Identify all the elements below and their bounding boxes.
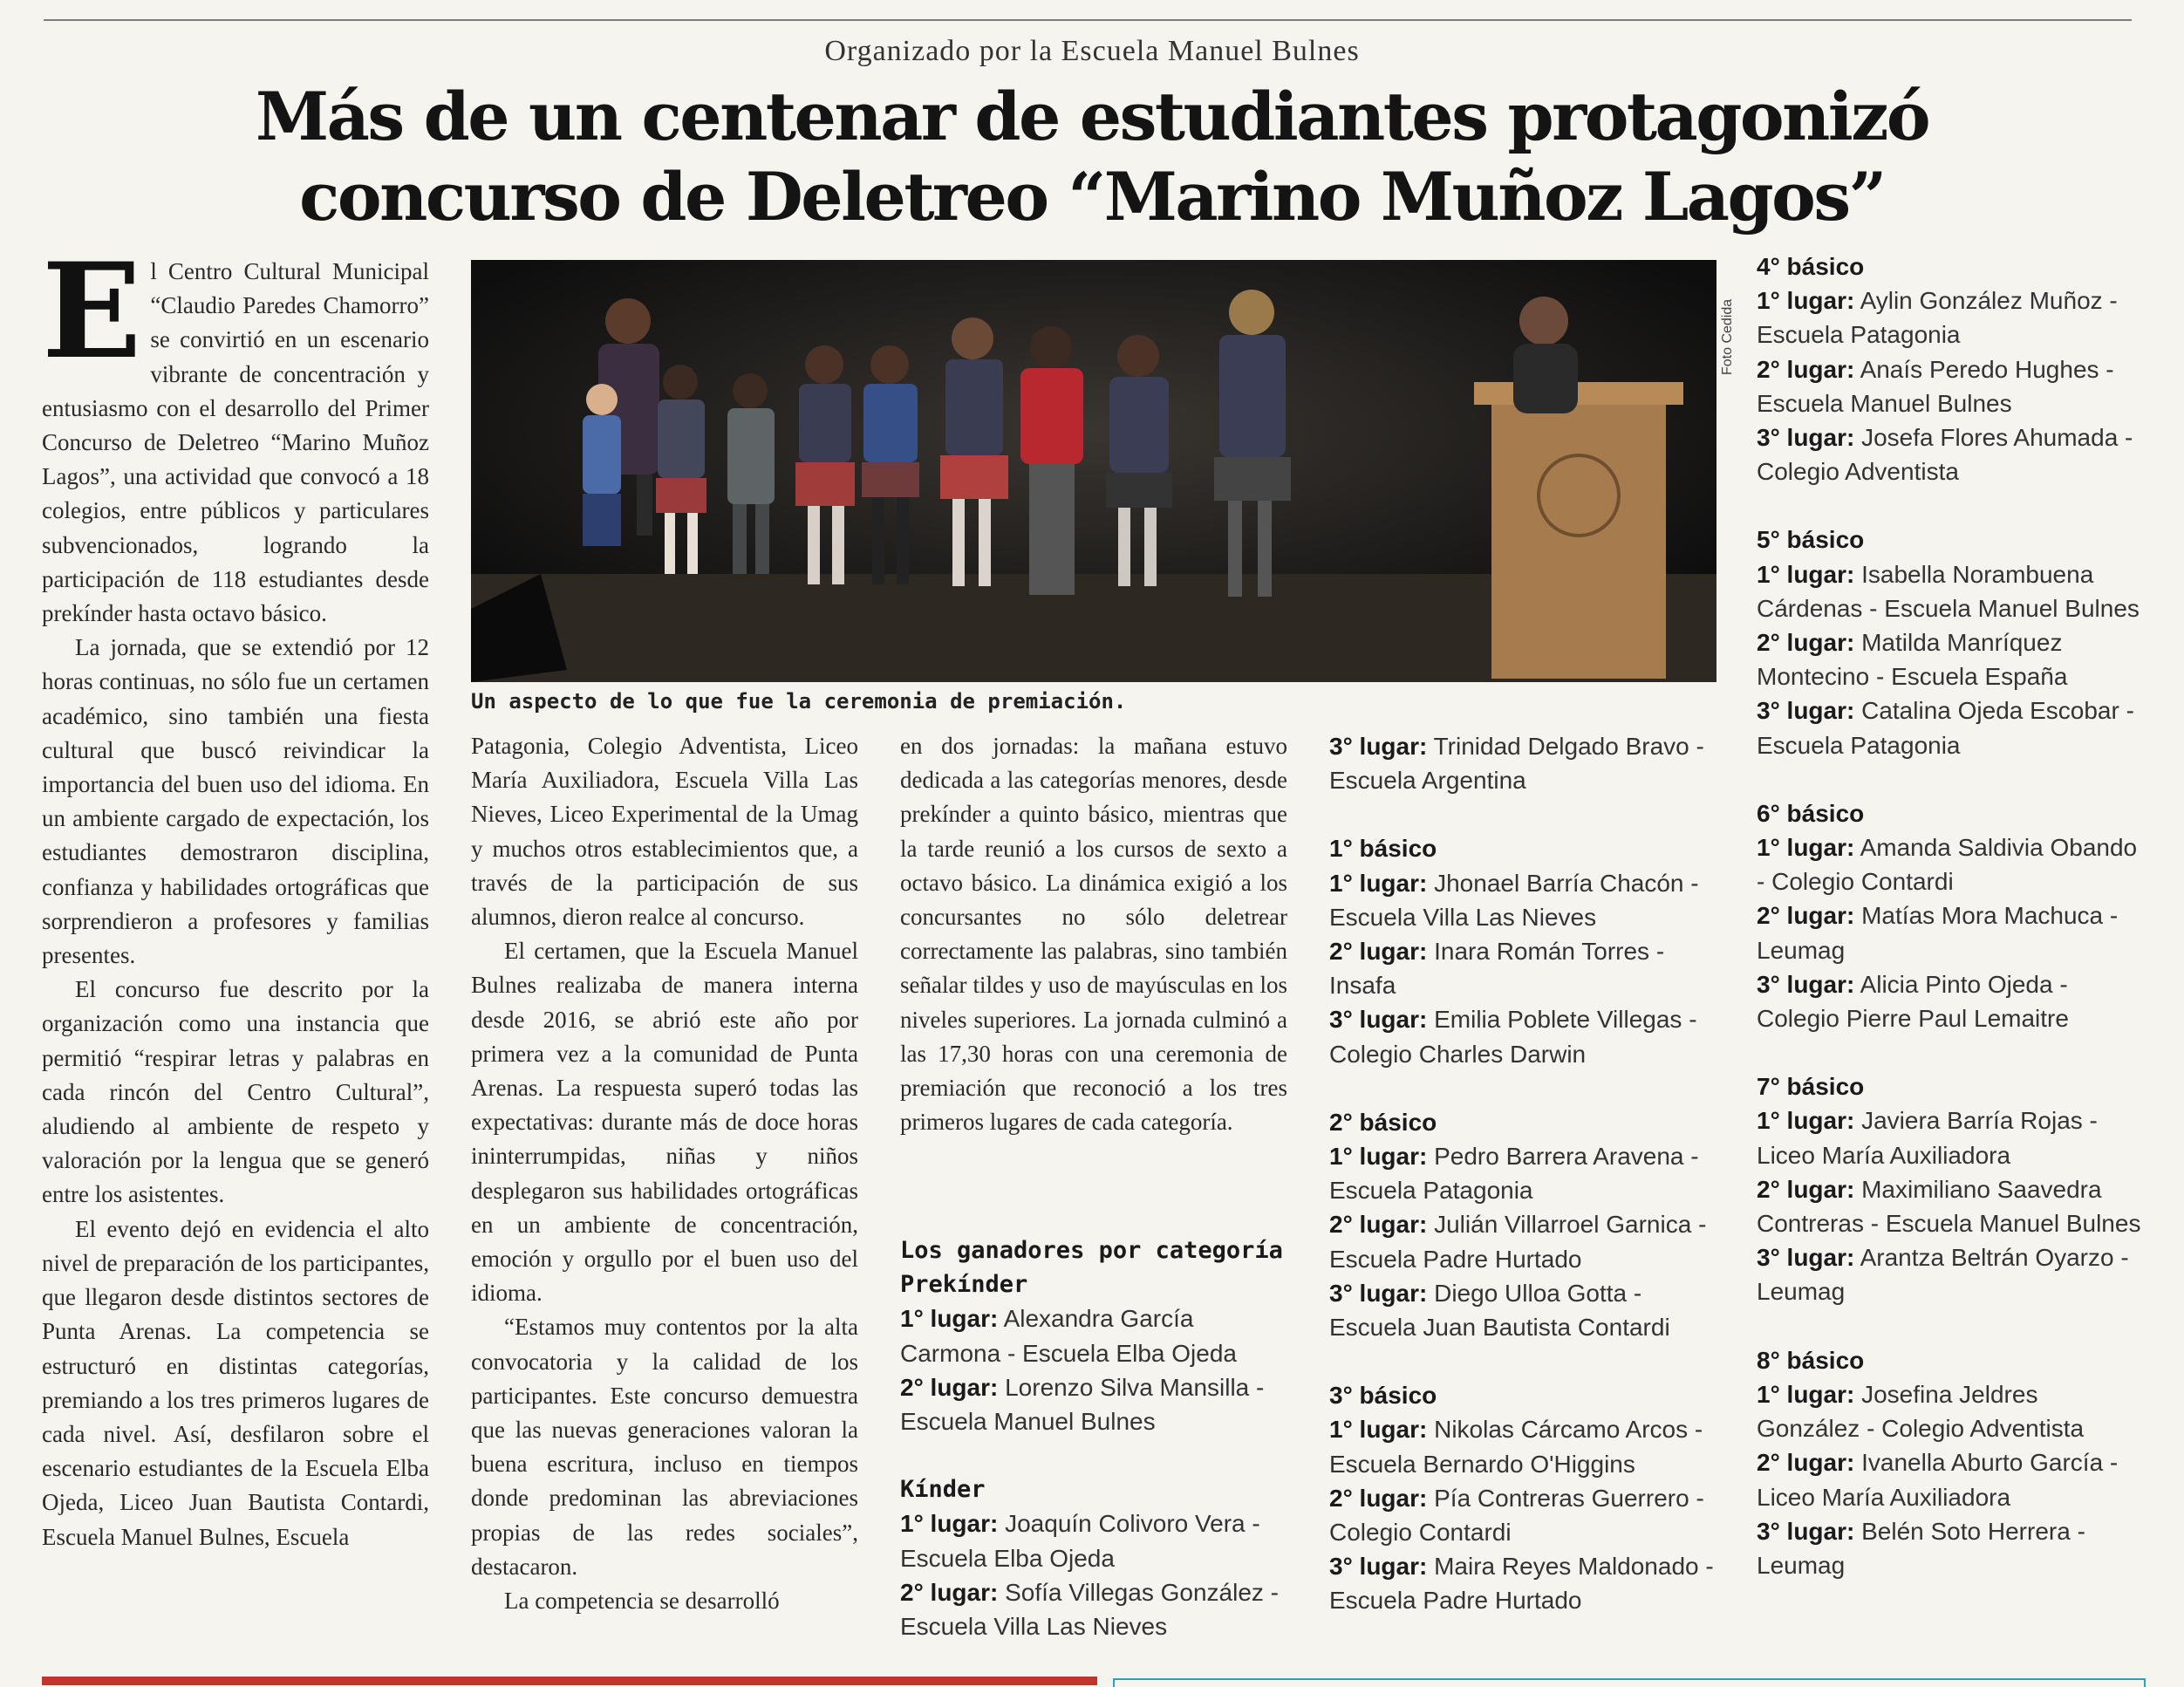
winner-entry: 2° lugar: Matilda Manríquez Montecino - Escuela España: [1757, 629, 2068, 691]
category-1-basico: [1329, 831, 1718, 1070]
winner-entry: 2° lugar: Lorenzo Silva Mansilla - Escuela Manuel Bulnes: [900, 1373, 1265, 1436]
winner-entry: 1° lugar: Pedro Barrera Aravena - Escuela Patagonia: [1329, 1143, 1699, 1205]
winners-heading: Los ganadores por categoría: [900, 1237, 1283, 1264]
category-prekinder: [900, 1267, 1291, 1438]
winner-entry: 2° lugar: Ivanella Aburto García - Liceo María Auxiliadora: [1757, 1449, 2119, 1511]
paragraph: La competencia se desarrolló: [504, 1588, 780, 1615]
category-5-basico: [1757, 522, 2144, 762]
ceremony-photo: [471, 260, 1716, 682]
bottom-red-bar: [42, 1677, 1097, 1685]
winner-entry: 3° lugar: Emilia Poblete Villegas - Colegio Charles Darwin: [1329, 1006, 1697, 1068]
paragraph: El evento dejó en evidencia el alto nivel de preparación de los participantes, que llegaron desde distintos sectores de Punta Arenas. La competencia se estructuró en distintas categorías, premiando a los tres primeros lugares de cada nivel. Así, desfilaron sobre el escenario estudiantes de la Escuela Elba Ojeda, Liceo Juan Bautista Contardi, Escuela Manuel Bulnes, Escuela: [42, 1215, 429, 1550]
category-title: 5° básico: [1757, 526, 1865, 554]
winner-entry: 1° lugar: Amanda Saldivia Obando - Colegio Contardi: [1757, 834, 2138, 896]
paragraph: La jornada, que se extendió por 12 horas continuas, no sólo fue un certamen académico, sino también una fiesta cultural que buscó reivindicar la importancia del buen uso del idioma. En un ambiente cargado de expectación, los estudiantes demostraron disciplina, confianza y habilidades ortográficas que sorprendieron a profesores y familias presentes.: [42, 634, 429, 969]
winner-entry: 1° lugar: Jhonael Barría Chacón - Escuela Villa Las Nieves: [1329, 869, 1699, 931]
winner-entry: 1° lugar: Isabella Norambuena Cárdenas - Escuela Manuel Bulnes: [1757, 560, 2140, 622]
winner-entry: 3° lugar: Diego Ulloa Gotta - Escuela Juan Bautista Contardi: [1329, 1279, 1670, 1342]
ceremony-photo-illustration: [471, 260, 1716, 682]
paragraph: El concurso fue descrito por la organización como una instancia que permitió “respirar letras y palabras en cada rincón del Centro Cultural”, aludiendo al ambiente de respeto y valoración por la lengua que se generó entre los asistentes.: [42, 976, 429, 1208]
category-title: 7° básico: [1757, 1073, 1865, 1101]
category-kinder-continued: [1329, 729, 1718, 797]
winner-entry: 3° lugar: Trinidad Delgado Bravo - Escuela Argentina: [1329, 733, 1704, 795]
photo-credit: Foto Cedida: [1720, 298, 1735, 375]
category-title: 6° básico: [1757, 799, 1865, 827]
photo-caption: Un aspecto de lo que fue la ceremonia de premiación.: [471, 689, 1127, 714]
winner-entry: 1° lugar: Josefina Jeldres González - Colegio Adventista: [1757, 1380, 2085, 1443]
paragraph: en dos jornadas: la mañana estuvo dedicada a las categorías menores, desde prekínder a quinto básico, mientras que la tarde reunió a los cursos de sexto a octavo básico. La dinámica exigió a los concursantes no sólo deletrear correctamente las palabras, sino también señalar tildes y uso de mayúsculas en los niveles superiores. La jornada culminó a las 17,30 horas con una ceremonia de premiación que reconoció a los tres primeros lugares de cada categoría.: [900, 733, 1287, 1136]
winners-list-col3: [900, 1233, 1291, 1677]
winners-list-col5: [1757, 249, 2144, 1616]
winner-entry: 2° lugar: Julián Villarroel Garnica - Escuela Padre Hurtado: [1329, 1211, 1707, 1273]
category-title: 4° básico: [1757, 253, 1865, 280]
winner-entry: 1° lugar: Alexandra García Carmona - Escuela Elba Ojeda: [900, 1305, 1237, 1367]
top-rule: [44, 19, 2132, 21]
category-4-basico: [1757, 249, 2144, 488]
category-title: 2° básico: [1329, 1108, 1437, 1136]
paragraph: Patagonia, Colegio Adventista, Liceo María Auxiliadora, Escuela Villa Las Nieves, Liceo Experimental de la Umag y muchos otros establecimientos que, a través de la participación de sus alumnos, dieron realce al concurso.: [471, 733, 858, 931]
category-title: Kínder: [900, 1476, 986, 1504]
winner-entry: 3° lugar: Arantza Beltrán Oyarzo - Leumag: [1757, 1244, 2129, 1306]
winner-entry: 3° lugar: Josefa Flores Ahumada - Colegio Adventista: [1757, 424, 2133, 486]
paragraph: El certamen, que la Escuela Manuel Bulnes realizaba de manera interna desde 2016, se abrió este año por primera vez a la comunidad de Punta Arenas. La respuesta superó todas las expectativas: durante más de doce horas ininterrumpidas, niñas y niños desplegaron sus habilidades ortográficas en un ambiente de concentración, emoción y orgullo por el buen uso del idioma.: [471, 938, 858, 1307]
category-2-basico: [1329, 1105, 1718, 1344]
winner-entry: 2° lugar: Inara Román Torres - Insafa: [1329, 938, 1665, 1000]
bottom-blue-frame: [1113, 1678, 2146, 1687]
article-column-2: [471, 729, 858, 1618]
category-kinder: [900, 1472, 1291, 1643]
headline-line-1: Más de un centenar de estudiantes protagonizó: [255, 78, 1929, 155]
kicker: Organizado por la Escuela Manuel Bulnes: [824, 35, 1360, 67]
winner-entry: 1° lugar: Aylin González Muñoz - Escuela Patagonia: [1757, 287, 2118, 349]
winner-entry: 2° lugar: Anaís Peredo Hughes - Escuela Manuel Bulnes: [1757, 355, 2114, 417]
winner-entry: 3° lugar: Alicia Pinto Ojeda - Colegio Pierre Paul Lemaitre: [1757, 970, 2069, 1033]
category-title: 8° básico: [1757, 1346, 1865, 1374]
winner-entry: 3° lugar: Catalina Ojeda Escobar - Escuela Patagonia: [1757, 697, 2134, 759]
winners-list-col4: [1329, 729, 1718, 1652]
winner-entry: 1° lugar: Joaquín Colivoro Vera - Escuela Elba Ojeda: [900, 1510, 1260, 1572]
category-6-basico: [1757, 796, 2144, 1035]
drop-cap: E: [42, 235, 142, 388]
category-3-basico: [1329, 1378, 1718, 1617]
paragraph: “Estamos muy contentos por la alta convocatoria y la calidad de los participantes. Este concurso demuestra que las nuevas generaciones valoran la buena escritura, incluso en tiempos donde predominan las abreviaciones propias de las redes sociales”, destacaron.: [471, 1314, 858, 1580]
winner-entry: 2° lugar: Maximiliano Saavedra Contreras - Escuela Manuel Bulnes: [1757, 1175, 2141, 1238]
category-7-basico: [1757, 1069, 2144, 1308]
winner-entry: 3° lugar: Belén Soto Herrera - Leumag: [1757, 1517, 2085, 1579]
category-title: Prekínder: [900, 1271, 1028, 1299]
winner-entry: 1° lugar: Nikolas Cárcamo Arcos - Escuela Bernardo O'Higgins: [1329, 1416, 1703, 1478]
winner-entry: 1° lugar: Javiera Barría Rojas - Liceo María Auxiliadora: [1757, 1107, 2098, 1169]
winner-entry: 3° lugar: Maira Reyes Maldonado - Escuela Padre Hurtado: [1329, 1553, 1714, 1615]
headline-line-2: concurso de Deletreo “Marino Muñoz Lagos”: [299, 158, 1885, 236]
category-title: 1° básico: [1329, 835, 1437, 863]
winner-entry: 2° lugar: Matías Mora Machuca - Leumag: [1757, 902, 2119, 964]
paragraph: El Centro Cultural Municipal “Claudio Paredes Chamorro” se convirtió en un escenario vibrante de concentración y entusiasmo con el desarrollo del Primer Concurso de Deletreo “Marino Muñoz Lagos”, una actividad que convocó a 18 colegios, entre públicos y particulares subvencionados, logrando la participación de 118 estudiantes desde prekínder hasta octavo básico.: [42, 235, 429, 627]
winner-entry: 2° lugar: Pía Contreras Guerrero - Colegio Contardi: [1329, 1484, 1704, 1547]
winner-entry: 2° lugar: Sofía Villegas González - Escuela Villa Las Nieves: [900, 1578, 1279, 1641]
article-column-3: [900, 729, 1287, 1139]
headline: [0, 77, 2184, 237]
category-title: 3° básico: [1329, 1382, 1437, 1410]
category-8-basico: [1757, 1343, 2144, 1582]
article-column-1: [42, 235, 429, 1554]
